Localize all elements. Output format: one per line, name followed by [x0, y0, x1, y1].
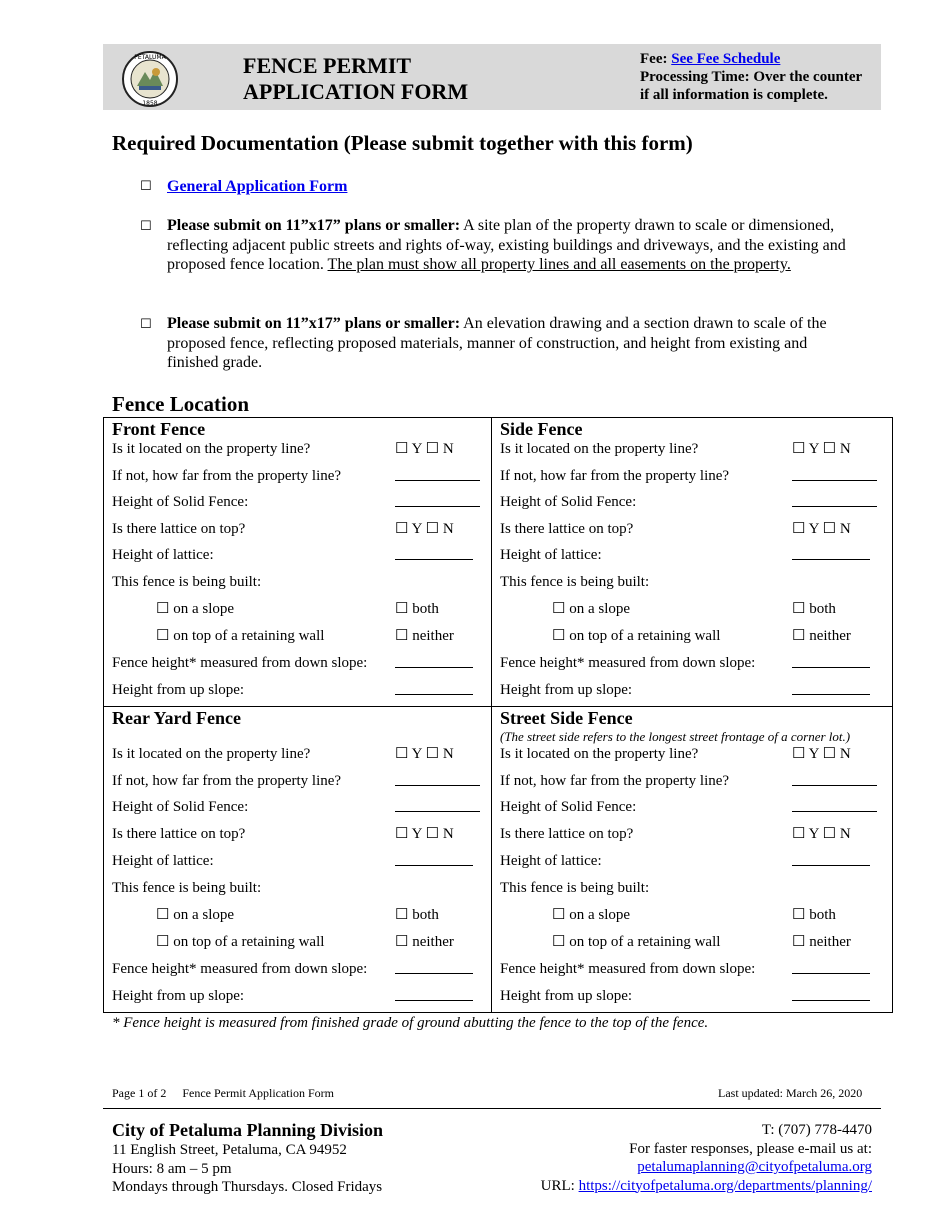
field-how-far[interactable] [792, 785, 877, 786]
q-lattice-height: Height of lattice: [112, 547, 214, 563]
planning-url-link[interactable]: https://cityofpetaluma.org/departments/planning/ [578, 1177, 872, 1194]
rear-fence-title: Rear Yard Fence [112, 708, 241, 728]
yn-on-line[interactable]: ☐ Y ☐ N [792, 441, 851, 457]
site-plan-item [167, 216, 867, 275]
org-contact [112, 1119, 383, 1197]
q-down-slope: Fence height* measured from down slope: [500, 961, 756, 977]
field-up-slope[interactable] [395, 694, 473, 695]
field-solid-height[interactable] [792, 811, 877, 812]
footer-form-name: Fence Permit Application Form [182, 1086, 334, 1100]
field-up-slope[interactable] [792, 1000, 870, 1001]
field-down-slope[interactable] [792, 667, 870, 668]
yn-lattice[interactable]: ☐ Y ☐ N [792, 521, 851, 537]
yn-on-line[interactable]: ☐ Y ☐ N [395, 441, 454, 457]
fee-label: Fee: [640, 51, 668, 67]
q-being-built: This fence is being built: [500, 880, 650, 896]
q-up-slope: Height from up slope: [500, 682, 633, 698]
option-neither[interactable]: ☐ neither [792, 934, 851, 950]
q-lattice: Is there lattice on top? [112, 826, 246, 842]
q-how-far: If not, how far from the property line? [112, 468, 342, 484]
org-name: City of Petaluma Planning Division [112, 1120, 384, 1140]
q-up-slope: Height from up slope: [500, 988, 633, 1004]
q-down-slope: Fence height* measured from down slope: [500, 655, 756, 671]
q-lattice: Is there lattice on top? [500, 521, 634, 537]
processing-line-2: if all information is complete. [640, 87, 828, 103]
org-hours: Hours: 8 am – 5 pm [112, 1160, 232, 1177]
front-fence-section [103, 418, 491, 708]
front-fence-title: Front Fence [112, 419, 206, 439]
option-neither[interactable]: ☐ neither [395, 628, 454, 644]
option-both[interactable]: ☐ both [792, 601, 836, 617]
q-up-slope: Height from up slope: [112, 682, 245, 698]
field-solid-height[interactable] [395, 811, 480, 812]
elevation-bold: Please submit on 11”x17” plans or smaller: [167, 315, 461, 332]
q-how-far: If not, how far from the property line? [500, 773, 730, 789]
option-retaining-wall[interactable]: ☐ on top of a retaining wall [156, 934, 325, 950]
q-up-slope: Height from up slope: [112, 988, 245, 1004]
site-plan-bold: Please submit on 11”x17” plans or smaller: [167, 217, 461, 234]
url-label: URL: [540, 1177, 579, 1194]
q-on-line: Is it located on the property line? [112, 441, 311, 457]
yn-lattice[interactable]: ☐ Y ☐ N [395, 826, 454, 842]
field-solid-height[interactable] [395, 506, 480, 507]
title-line-2: APPLICATION FORM [243, 79, 469, 104]
field-up-slope[interactable] [792, 694, 870, 695]
faster-response-text: For faster responses, please e-mail us at: [629, 1140, 872, 1157]
q-solid-height: Height of Solid Fence: [112, 494, 249, 510]
checkbox-site-plan[interactable]: ☐ [140, 219, 152, 234]
form-title [243, 53, 468, 105]
side-fence-section [491, 418, 879, 708]
option-slope[interactable]: ☐ on a slope [552, 601, 631, 617]
q-solid-height: Height of Solid Fence: [500, 494, 637, 510]
checkbox-elevation[interactable]: ☐ [140, 317, 152, 332]
seal-text-bottom: 1858 [142, 100, 158, 107]
field-lattice-height[interactable] [395, 559, 473, 560]
rear-yard-fence-section [103, 707, 491, 1004]
q-solid-height: Height of Solid Fence: [500, 799, 637, 815]
site-plan-text: A site plan of the property drawn to scale or dimensioned, reflecting adjacent public streets and rights of-way, existing buildings and driveways, and the existing and proposed fence location. [167, 217, 846, 273]
q-lattice: Is there lattice on top? [112, 521, 246, 537]
fence-height-footnote: * Fence height is measured from finished grade of ground abutting the fence to the top of the fence. [112, 1015, 709, 1031]
street-side-fence-section [491, 707, 879, 1004]
q-being-built: This fence is being built: [112, 574, 262, 590]
street-fence-title: Street Side Fence [500, 708, 633, 728]
elevation-text: An elevation drawing and a section drawn to scale of the proposed fence, reflecting proposed materials, manner of construction, and height from existing and finished grade. [167, 315, 827, 371]
field-up-slope[interactable] [395, 1000, 473, 1001]
contact-info [470, 1121, 872, 1195]
field-lattice-height[interactable] [395, 865, 473, 866]
fence-location-heading: Fence Location [112, 392, 250, 416]
q-on-line: Is it located on the property line? [500, 441, 699, 457]
processing-line-1: Processing Time: Over the counter [640, 69, 863, 85]
field-how-far[interactable] [395, 785, 480, 786]
field-solid-height[interactable] [792, 506, 877, 507]
elevation-item [167, 314, 857, 373]
email-link[interactable]: petalumaplanning@cityofpetaluma.org [637, 1159, 872, 1175]
yn-lattice[interactable]: ☐ Y ☐ N [395, 521, 454, 537]
q-being-built: This fence is being built: [500, 574, 650, 590]
q-lattice-height: Height of lattice: [500, 853, 602, 869]
required-docs-heading: Required Documentation (Please submit together with this form) [112, 131, 693, 155]
option-slope[interactable]: ☐ on a slope [156, 907, 235, 923]
title-line-1: FENCE PERMIT [243, 53, 412, 78]
city-seal-logo [119, 50, 181, 108]
option-both[interactable]: ☐ both [395, 601, 439, 617]
site-plan-underline: The plan must show all property lines and all easements on the property. [327, 256, 791, 273]
q-down-slope: Fence height* measured from down slope: [112, 961, 368, 977]
checkbox-general-form[interactable]: ☐ [140, 179, 152, 194]
org-days: Mondays through Thursdays. Closed Fridays [112, 1179, 383, 1195]
seal-text-top: PETALUMA [134, 54, 166, 61]
street-side-note: (The street side refers to the longest street frontage of a corner lot.) [500, 729, 851, 744]
field-down-slope[interactable] [395, 667, 473, 668]
field-how-far[interactable] [395, 480, 480, 481]
yn-lattice[interactable]: ☐ Y ☐ N [792, 826, 851, 842]
field-lattice-height[interactable] [792, 559, 870, 560]
org-address: 11 English Street, Petaluma, CA 94952 [112, 1142, 347, 1158]
page-number: Page 1 of 2 Fence Permit Application Form [112, 1086, 334, 1100]
option-retaining-wall[interactable]: ☐ on top of a retaining wall [156, 628, 325, 644]
q-being-built: This fence is being built: [112, 880, 262, 896]
option-neither[interactable]: ☐ neither [792, 628, 851, 644]
q-how-far: If not, how far from the property line? [112, 773, 342, 789]
q-lattice-height: Height of lattice: [500, 547, 602, 563]
side-fence-title: Side Fence [500, 419, 583, 439]
option-slope[interactable]: ☐ on a slope [552, 907, 631, 923]
option-both[interactable]: ☐ both [395, 907, 439, 923]
footer-divider [103, 1108, 881, 1109]
phone: T: (707) 778-4470 [761, 1122, 872, 1138]
option-neither[interactable]: ☐ neither [395, 934, 454, 950]
last-updated: Last updated: March 26, 2020 [718, 1086, 863, 1100]
fee-info [640, 50, 862, 104]
option-both[interactable]: ☐ both [792, 907, 836, 923]
option-slope[interactable]: ☐ on a slope [156, 601, 235, 617]
yn-on-line[interactable]: ☐ Y ☐ N [792, 746, 851, 762]
general-application-form-link[interactable]: General Application Form [167, 178, 348, 195]
q-down-slope: Fence height* measured from down slope: [112, 655, 368, 671]
field-down-slope[interactable] [395, 973, 473, 974]
field-lattice-height[interactable] [792, 865, 870, 866]
yn-on-line[interactable]: ☐ Y ☐ N [395, 746, 454, 762]
q-on-line: Is it located on the property line? [500, 746, 699, 762]
fee-schedule-link[interactable]: See Fee Schedule [671, 51, 781, 67]
option-retaining-wall[interactable]: ☐ on top of a retaining wall [552, 628, 721, 644]
field-down-slope[interactable] [792, 973, 870, 974]
option-retaining-wall[interactable]: ☐ on top of a retaining wall [552, 934, 721, 950]
q-lattice-height: Height of lattice: [112, 853, 214, 869]
q-solid-height: Height of Solid Fence: [112, 799, 249, 815]
q-on-line: Is it located on the property line? [112, 746, 311, 762]
q-how-far: If not, how far from the property line? [500, 468, 730, 484]
q-lattice: Is there lattice on top? [500, 826, 634, 842]
field-how-far[interactable] [792, 480, 877, 481]
